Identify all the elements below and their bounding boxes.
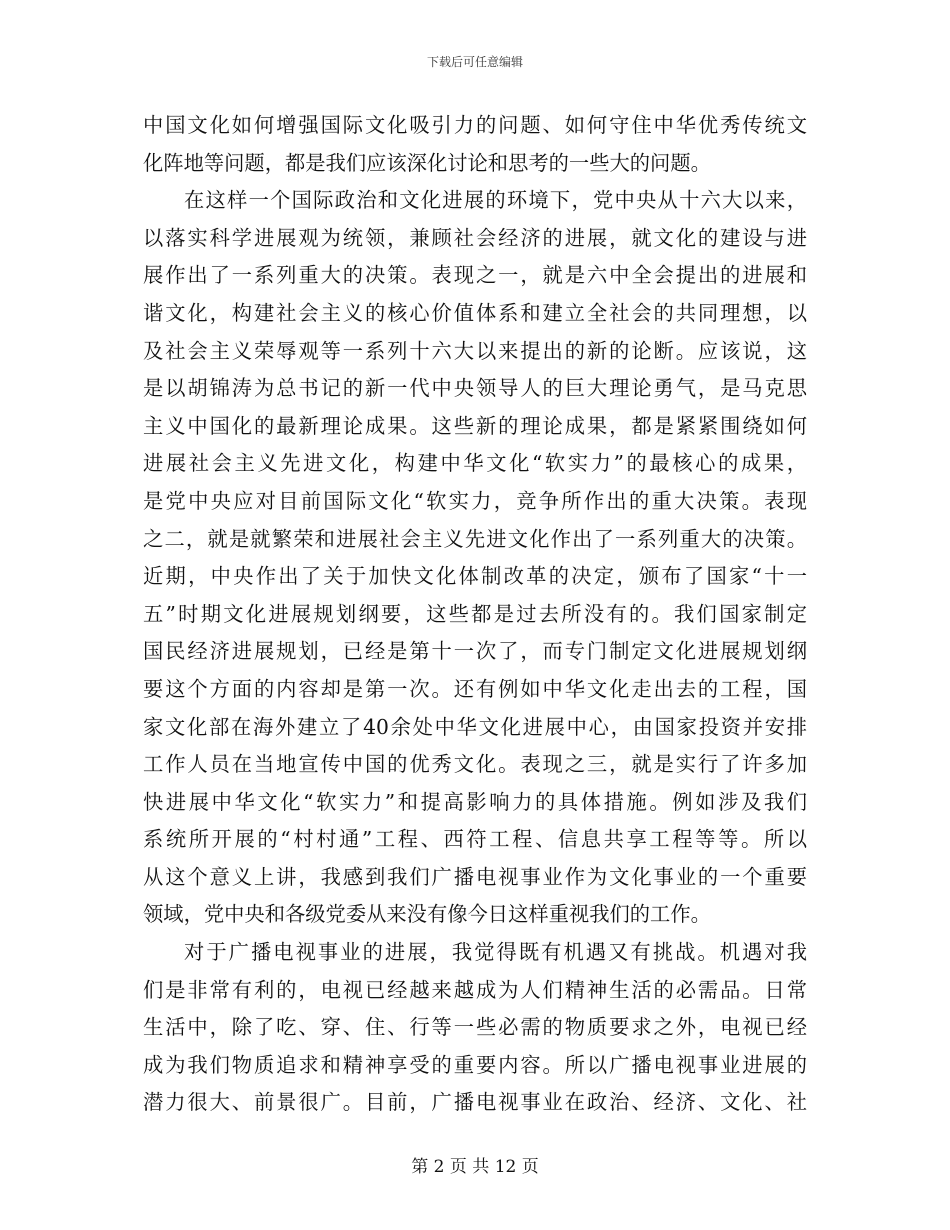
text-line: 系统所开展的“村村通”工程、西符工程、信息共享工程等等。所以 [143, 827, 807, 852]
page-header: 下载后可任意编辑 [426, 55, 523, 69]
text-line: 从这个意义上讲，我感到我们广播电视事业作为文化事业的一个重要 [143, 864, 807, 889]
text-line: 快进展中华文化“软实力”和提高影响力的具体措施。例如涉及我们 [143, 789, 807, 814]
text-line: 之二，就是就繁荣和进展社会主义先进文化作出了一系列重大的决策。 [143, 526, 807, 551]
text-line: 展作出了一系列重大的决策。表现之一，就是六中全会提出的进展和 [143, 263, 807, 288]
text-line: 要这个方面的内容却是第一次。还有例如中华文化走出去的工程，国 [143, 676, 807, 701]
text-line: 工作人员在当地宣传中国的优秀文化。表现之三，就是实行了许多加 [143, 752, 807, 777]
text-line: 是党中央应对目前国际文化“软实力，竞争所作出的重大决策。表现 [143, 488, 807, 513]
text-line: 及社会主义荣辱观等一系列十六大以来提出的新的论断。应该说，这 [143, 338, 807, 363]
text-line: 们是非常有利的，电视已经越来越成为人们精神生活的必需品。日常 [143, 977, 807, 1002]
text-line: 进展社会主义先进文化，构建中华文化“软实力”的最核心的成果， [143, 451, 807, 476]
document-body [143, 107, 807, 1122]
text-line: 主义中国化的最新理论成果。这些新的理论成果，都是紧紧围绕如何 [143, 413, 807, 438]
text-line: 家文化部在海外建立了40余处中华文化进展中心，由国家投资并安排 [143, 714, 807, 739]
text-line: 化阵地等问题，都是我们应该深化讨论和思考的一些大的问题。 [143, 150, 711, 175]
text-line: 近期，中央作出了关于加快文化体制改革的决定，颁布了国家“十一 [143, 564, 807, 589]
text-line: 成为我们物质追求和精神享受的重要内容。所以广播电视事业进展的 [143, 1052, 807, 1077]
text-line: 以落实科学进展观为统领，兼顾社会经济的进展，就文化的建设与进 [143, 225, 807, 250]
text-line: 五”时期文化进展规划纲要，这些都是过去所没有的。我们国家制定 [143, 601, 807, 626]
text-line: 在这样一个国际政治和文化进展的环境下，党中央从十六大以来， [184, 188, 807, 213]
text-line: 是以胡锦涛为总书记的新一代中央领导人的巨大理论勇气，是马克思 [143, 376, 807, 401]
text-line: 对于广播电视事业的进展，我觉得既有机遇又有挑战。机遇对我 [184, 940, 807, 965]
text-line: 潜力很大、前景很广。目前，广播电视事业在政治、经济、文化、社 [143, 1090, 807, 1115]
text-line: 中国文化如何增强国际文化吸引力的问题、如何守住中华优秀传统文 [143, 113, 807, 137]
page-footer: 第 2 页 共 12 页 [411, 1157, 539, 1177]
text-line: 生活中，除了吃、穿、住、行等一些必需的物质要求之外，电视已经 [143, 1015, 807, 1040]
text-line: 谐文化，构建社会主义的核心价值体系和建立全社会的共同理想，以 [143, 300, 807, 325]
text-line: 领域，党中央和各级党委从来没有像今日这样重视我们的工作。 [143, 902, 711, 927]
text-line: 国民经济进展规划，已经是第十一次了，而专门制定文化进展规划纲 [143, 639, 807, 664]
